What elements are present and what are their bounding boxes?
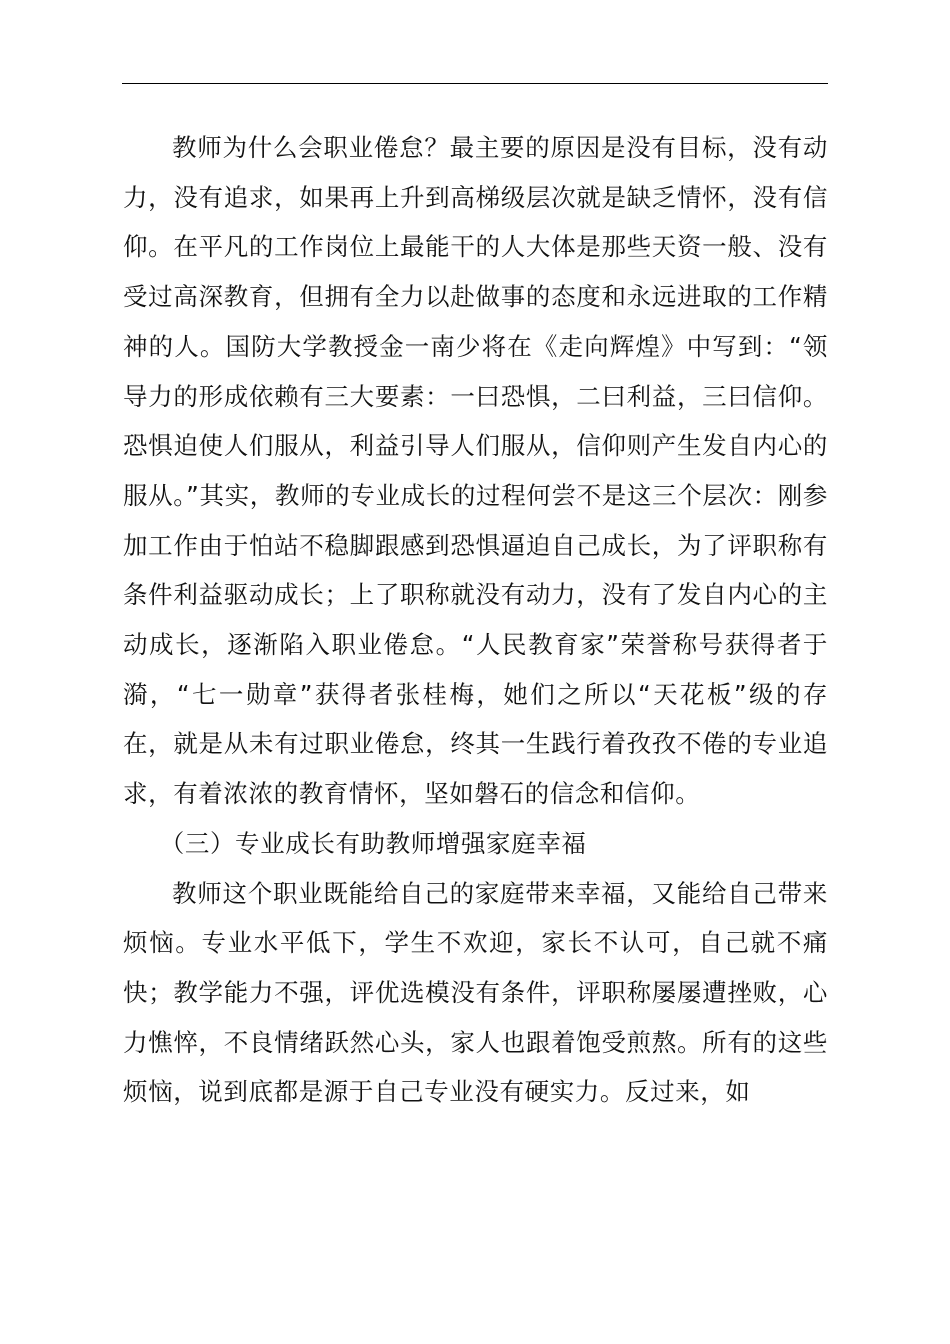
paragraph-professional-burnout: 教师为什么会职业倦怠？最主要的原因是没有目标，没有动力，没有追求，如果再上升到高梯级层次就是缺乏情怀，没有信仰。在平凡的工作岗位上最能干的人大体是那些天资一般、没有受过高深教育，但拥有全力以赴做事的态度和永远进取的工作精神的人。国防大学教授金一南少将在《走向辉煌》中写到：“领导力的形成依赖有三大要素：一曰恐惧，二曰利益，三曰信仰。恐惧迫使人们服从，利益引导人们服从，信仰则产生发自内心的服从。”其实，教师的专业成长的过程何尝不是这三个层次：刚参加工作由于怕站不稳脚跟感到恐惧逼迫自己成长，为了评职称有条件利益驱动成长；上了职称就没有动力，没有了发自内心的主动成长，逐渐陷入职业倦怠。“人民教育家”荣誉称号获得者于漪，“七一勋章”获得者张桂梅，她们之所以“天花板”级的存在，就是从未有过职业倦怠，终其一生践行着孜孜不倦的专业追求，有着浓浓的教育情怀，坚如磐石的信念和信仰。 — [123, 133, 828, 809]
header-rule — [122, 83, 828, 84]
section-heading: （三）专业成长有助教师增强家庭幸福 — [159, 828, 587, 858]
document-body — [123, 123, 828, 1117]
paragraph-family-happiness: 教师这个职业既能给自己的家庭带来幸福，又能给自己带来烦恼。专业水平低下，学生不欢迎，家长不认可，自己就不痛快；教学能力不强，评优选模没有条件，评职称屡屡遭挫败，心力憔悴，不良情绪跃然心头，家人也跟着饱受煎熬。所有的这些烦恼，说到底都是源于自己专业没有硬实力。反过来，如 — [123, 878, 828, 1107]
